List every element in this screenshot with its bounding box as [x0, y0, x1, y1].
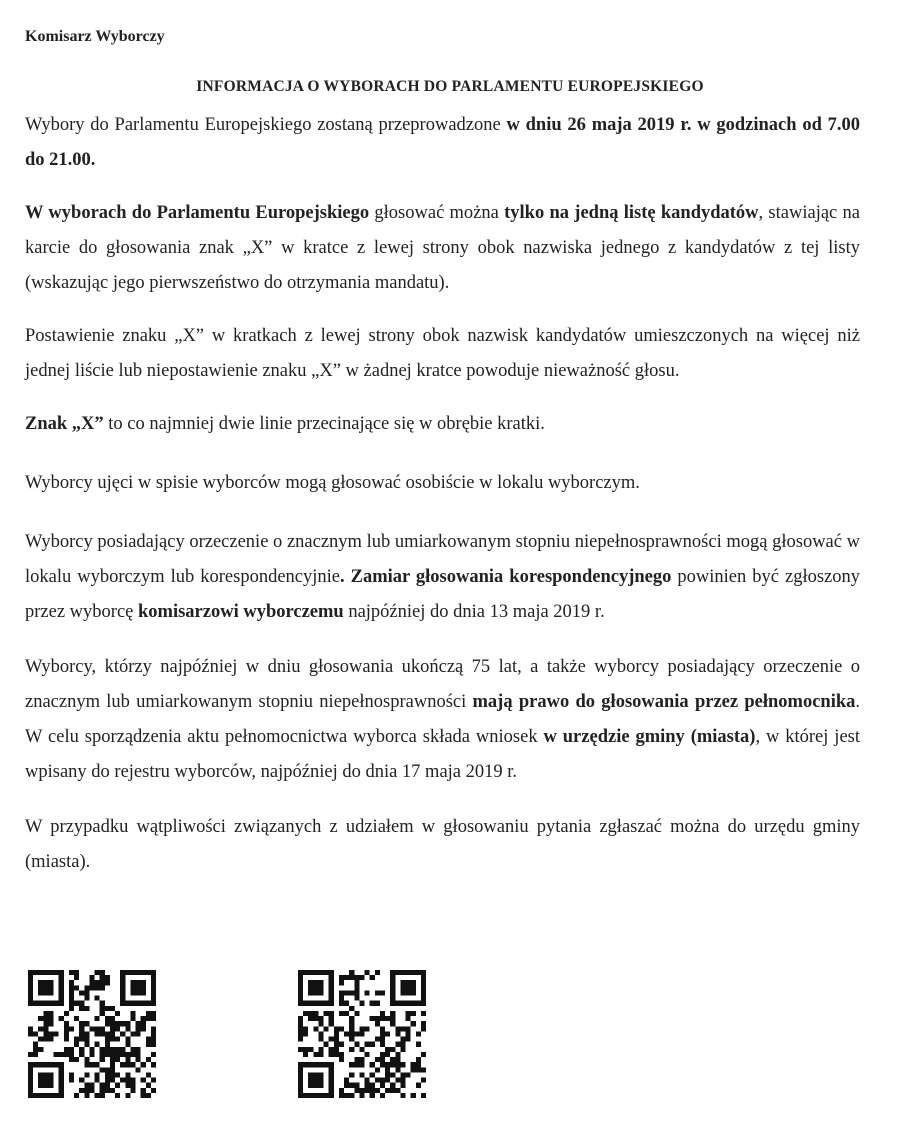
- paragraph-x-mark: [25, 407, 860, 442]
- bold-text: komisarzowi wyborczemu: [138, 602, 344, 622]
- paragraph-election-date: [25, 108, 860, 178]
- qr-code: [298, 970, 426, 1098]
- bold-text: . Zamiar głosowania korespondencyjnego: [340, 567, 672, 587]
- paragraph-voting-rule: [25, 196, 860, 301]
- text: głosować można: [369, 203, 505, 223]
- bold-text: mają prawo do głosowania przez pełnomocnika: [472, 692, 856, 712]
- bold-text: w urzędzie gminy (miasta): [543, 727, 756, 747]
- text: to co najmniej dwie linie przecinające się w obrębie kratki.: [103, 414, 545, 434]
- document-body: [25, 108, 860, 880]
- text: . W celu sporządzenia aktu pełnomocnictwa wyborca składa wniosek: [25, 692, 861, 747]
- text: , stawiając na karcie do głosowania znak „X” w kratce z lewej strony obok nazwiska jednego z kandydatów z tej listy (wskazując jego pierwszeństwo do otrzymania mandatu).: [25, 203, 860, 293]
- paragraph-questions: W przypadku wątpliwości związanych z udziałem w głosowaniu pytania zgłaszać można do urzędu gminy (miasta).: [25, 817, 860, 872]
- qr-code: [28, 970, 156, 1098]
- bold-text: W wyborach do Parlamentu Europejskiego: [25, 203, 370, 223]
- document-title: INFORMACJA O WYBORACH DO PARLAMENTU EUROPEJSKIEGO: [196, 78, 704, 95]
- paragraph-postal-vote: [25, 525, 860, 630]
- paragraph-invalid-vote: Postawienie znaku „X” w kratkach z lewej strony obok nazwisk kandydatów umieszczonych na więcej niż jednej liście lub niepostawienie znaku „X” w żadnej kratce powoduje nieważność głosu.: [25, 326, 860, 381]
- bold-text: Znak „X”: [25, 414, 104, 434]
- text: najpóźniej do dnia 13 maja 2019 r.: [343, 602, 605, 622]
- text: powinien być zgłoszony przez wyborcę: [25, 567, 861, 622]
- text: Wyborcy posiadający orzeczenie o znacznym lub umiarkowanym stopniu niepełnosprawności mogą głosować w lokalu wyborczym lub korespondencyjnie: [25, 532, 860, 587]
- text: Wyborcy, którzy najpóźniej w dniu głosowania ukończą 75 lat, a także wyborcy posiadający orzeczenie o znacznym lub umiarkowanym stopniu niepełnosprawności: [25, 657, 860, 712]
- text: Wybory do Parlamentu Europejskiego zostaną przeprowadzone: [25, 115, 507, 135]
- bold-text: tylko na jedną listę kandydatów: [504, 203, 759, 223]
- bold-text: w dniu 26 maja 2019 r. w godzinach od 7.00 do 21.00.: [25, 115, 861, 170]
- text: , w której jest wpisany do rejestru wyborców, najpóźniej do dnia 17 maja 2019 r.: [25, 727, 860, 782]
- issuer-header: Komisarz Wyborczy: [25, 28, 165, 45]
- paragraph-in-person: Wyborcy ujęci w spisie wyborców mogą głosować osobiście w lokalu wyborczym.: [25, 473, 640, 493]
- paragraph-proxy-vote: [25, 650, 860, 790]
